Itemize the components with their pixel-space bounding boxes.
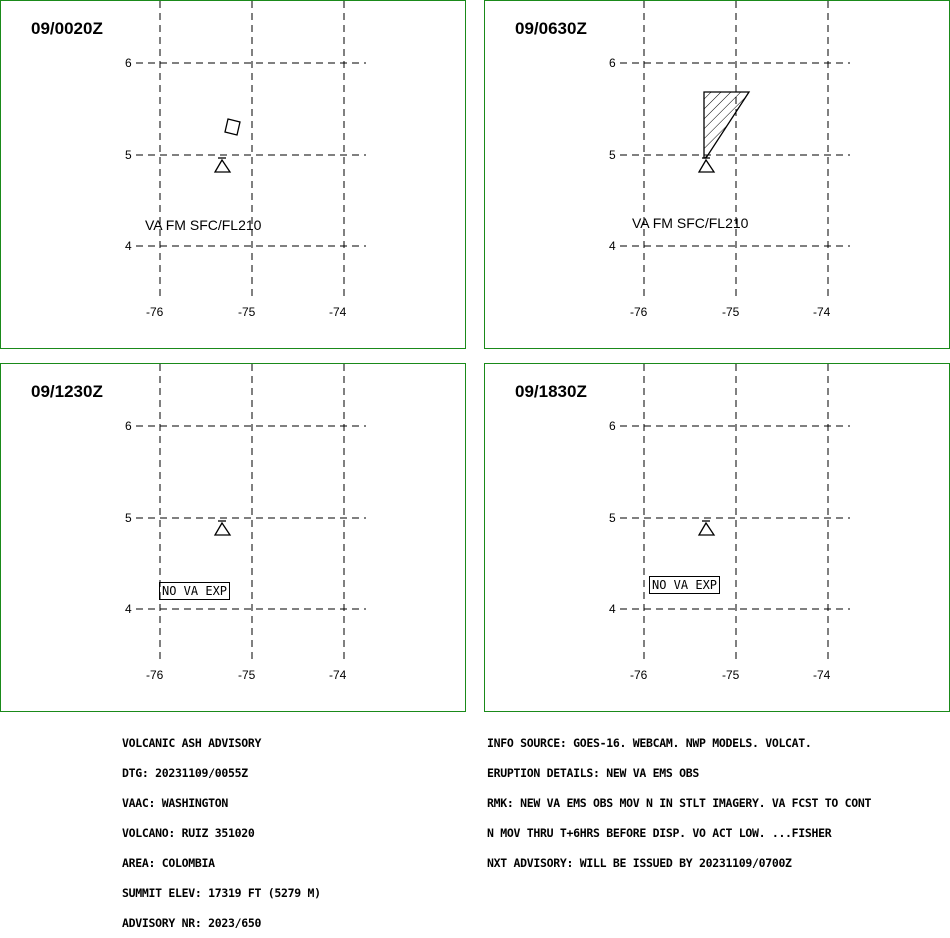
y-tick: 5 bbox=[609, 511, 616, 525]
x-tick: -76 bbox=[630, 668, 648, 682]
x-tick: -74 bbox=[329, 668, 347, 682]
y-tick: 4 bbox=[125, 239, 132, 253]
advisory-line: VOLCANIC ASH ADVISORY bbox=[122, 736, 262, 750]
no-va-expected-box: NO VA EXP bbox=[649, 576, 720, 594]
advisory-line: AREA: COLOMBIA bbox=[122, 856, 215, 870]
volcano-icon bbox=[699, 521, 714, 535]
volcano-icon bbox=[215, 158, 230, 172]
advisory-line: DTG: 20231109/0055Z bbox=[122, 766, 248, 780]
advisory-header-block bbox=[122, 718, 321, 938]
y-tick: 4 bbox=[609, 239, 616, 253]
x-tick: -74 bbox=[813, 305, 831, 319]
advisory-line: SUMMIT ELEV: 17319 FT (5279 M) bbox=[122, 886, 321, 900]
va-level-label: VA FM SFC/FL210 bbox=[145, 217, 262, 233]
map-panel-1830z bbox=[484, 363, 950, 712]
ash-area-0630z bbox=[704, 92, 749, 158]
advisory-line: ADVISORY NR: 2023/650 bbox=[122, 916, 262, 930]
advisory-line: INFO SOURCE: GOES-16. WEBCAM. NWP MODELS. VOLCAT. bbox=[487, 736, 812, 750]
x-tick: -74 bbox=[329, 305, 347, 319]
panel-time: 09/0020Z bbox=[31, 19, 103, 38]
x-tick: -74 bbox=[813, 668, 831, 682]
y-tick: 6 bbox=[125, 56, 132, 70]
x-tick: -75 bbox=[722, 305, 740, 319]
map-grid-0630z bbox=[485, 1, 950, 350]
va-level-label: VA FM SFC/FL210 bbox=[632, 215, 749, 231]
advisory-line: VAAC: WASHINGTON bbox=[122, 796, 228, 810]
advisory-line: N MOV THRU T+6HRS BEFORE DISP. VO ACT LOW. ...FISHER bbox=[487, 826, 832, 840]
x-tick: -75 bbox=[722, 668, 740, 682]
x-tick: -75 bbox=[238, 305, 256, 319]
advisory-line: NXT ADVISORY: WILL BE ISSUED BY 20231109/0700Z bbox=[487, 856, 792, 870]
x-tick: -76 bbox=[630, 305, 648, 319]
y-tick: 6 bbox=[609, 56, 616, 70]
x-tick: -75 bbox=[238, 668, 256, 682]
volcano-icon bbox=[699, 158, 714, 172]
map-grid-1830z bbox=[485, 364, 950, 713]
ash-area-0020z bbox=[225, 119, 240, 135]
y-tick: 6 bbox=[125, 419, 132, 433]
map-panel-0630z bbox=[484, 0, 950, 349]
y-tick: 5 bbox=[125, 511, 132, 525]
no-va-expected-box: NO VA EXP bbox=[159, 582, 230, 600]
map-panel-1230z bbox=[0, 363, 466, 712]
x-tick: -76 bbox=[146, 668, 164, 682]
panel-time: 09/1230Z bbox=[31, 382, 103, 401]
map-panel-0020z bbox=[0, 0, 466, 349]
panel-time: 09/0630Z bbox=[515, 19, 587, 38]
y-tick: 4 bbox=[609, 602, 616, 616]
y-tick: 5 bbox=[609, 148, 616, 162]
y-tick: 5 bbox=[125, 148, 132, 162]
volcano-icon bbox=[215, 521, 230, 535]
advisory-line: VOLCANO: RUIZ 351020 bbox=[122, 826, 255, 840]
advisory-line: RMK: NEW VA EMS OBS MOV N IN STLT IMAGERY. VA FCST TO CONT bbox=[487, 796, 872, 810]
advisory-remarks-block bbox=[487, 718, 871, 878]
map-grid-0020z bbox=[1, 1, 467, 350]
advisory-line: ERUPTION DETAILS: NEW VA EMS OBS bbox=[487, 766, 699, 780]
y-tick: 4 bbox=[125, 602, 132, 616]
panel-time: 09/1830Z bbox=[515, 382, 587, 401]
map-grid-1230z bbox=[1, 364, 467, 713]
y-tick: 6 bbox=[609, 419, 616, 433]
x-tick: -76 bbox=[146, 305, 164, 319]
